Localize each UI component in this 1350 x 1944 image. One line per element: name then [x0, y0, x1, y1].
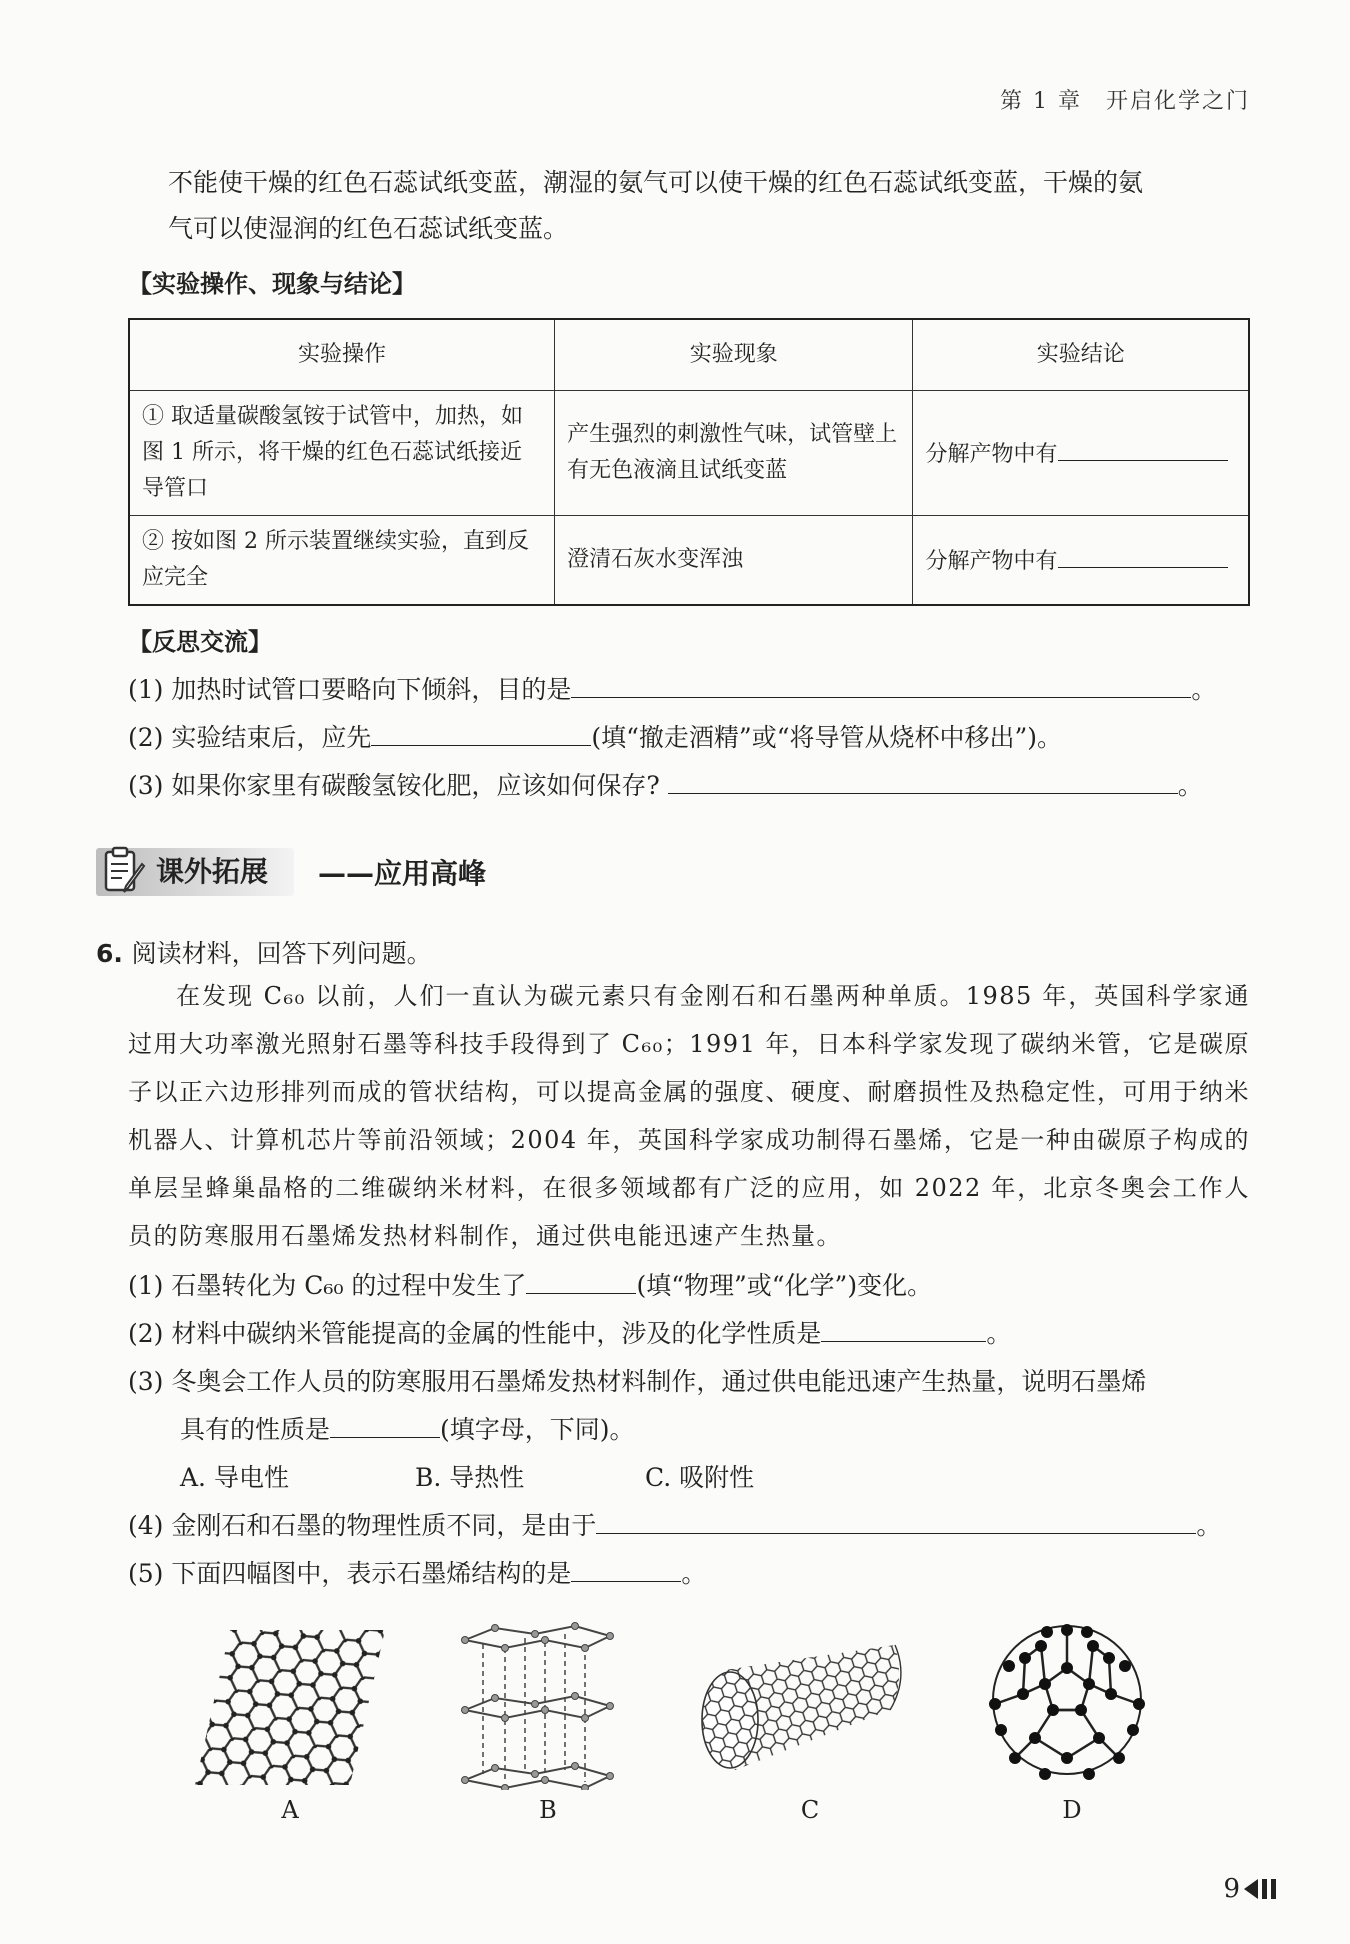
reflect-q2-text: (2) 实验结束后，应先 — [128, 723, 372, 752]
conclusion-text: 分解产物中有 — [925, 548, 1058, 574]
option-a[interactable]: A. 导电性 — [180, 1463, 289, 1492]
question-6 — [96, 934, 432, 970]
clipboard-pen-icon — [100, 844, 150, 898]
option-c[interactable]: C. 吸附性 — [645, 1463, 755, 1492]
intro-line-1: 不能使干燥的红色石蕊试纸变蓝，潮湿的氨气可以使干燥的红色石蕊试纸变蓝，干燥的氨 — [168, 168, 1144, 197]
table-header-row — [129, 319, 1249, 391]
figure-label-c: C — [800, 1796, 820, 1824]
period: 。 — [1177, 771, 1203, 800]
sub-question-3-cont — [180, 1410, 635, 1446]
option-b[interactable]: B. 导热性 — [415, 1463, 525, 1492]
sub2-text: (2) 材料中碳纳米管能提高的金属的性能中，涉及的化学性质是 — [128, 1319, 822, 1348]
banner-title: 课外拓展 — [156, 855, 269, 888]
sub4-text: (4) 金刚石和石墨的物理性质不同，是由于 — [128, 1511, 597, 1540]
carbon-nanotube-figure[interactable] — [695, 1630, 910, 1780]
answer-blank[interactable] — [371, 719, 591, 746]
table-cell-op: ① 取适量碳酸氢铵于试管中，加热，如图 1 所示，将干燥的红色石蕊试纸接近导管口 — [129, 391, 555, 516]
page-number-text: 9 — [1223, 1874, 1240, 1904]
experiment-table — [128, 318, 1250, 606]
sub1-hint: (填“物理”或“化学”)变化。 — [636, 1271, 933, 1300]
sub-question-3 — [128, 1362, 1146, 1398]
sub5-text: (5) 下面四幅图中，表示石墨烯结构的是 — [128, 1559, 572, 1588]
reflect-q2-hint: (填“撤走酒精”或“将导管从烧杯中移出”)。 — [591, 723, 1063, 752]
answer-blank[interactable] — [1058, 434, 1228, 461]
page-marker-icon — [1244, 1878, 1280, 1900]
table-header: 实验现象 — [555, 319, 913, 391]
table-cell-phenomenon: 产生强烈的刺激性气味，试管壁上有无色液滴且试纸变蓝 — [555, 391, 913, 516]
article-text: 在发现 C₆₀ 以前，人们一直认为碳元素只有金刚石和石墨两种单质。1985 年，英国科学家通过用大功率激光照射石墨等科技手段得到了 C₆₀；1991 年，日本科学家发现了碳纳米管，它是碳原子以正六边形排列而成的管状结构，可以提高金属的强度、硬度、耐磨损性及热稳定性，可用于纳米机器人、计算机芯片等前沿领域；2004 年，英国科学家成功制得石墨烯，它是一种由碳原子构成的单层呈蜂巢晶格的二维碳纳米材料，在很多领域都有广泛的应用，如 2022 年，北京冬奥会工作人员的防寒服用石墨烯发热材料制作，通过供电能迅速产生热量。 — [128, 982, 1250, 1250]
question-stem: 阅读材料，回答下列问题。 — [131, 939, 432, 968]
intro-line-2: 气可以使湿润的红色石蕊试纸变蓝。 — [168, 214, 569, 243]
table-cell-conclusion — [913, 516, 1249, 606]
section-banner — [96, 848, 486, 896]
table-row — [129, 516, 1249, 606]
table-header: 实验结论 — [913, 319, 1249, 391]
reading-article — [128, 972, 1250, 1260]
table-header: 实验操作 — [129, 319, 555, 391]
banner-subtitle: ——应用高峰 — [318, 857, 487, 890]
sub-question-5 — [128, 1554, 706, 1590]
graphene-sheet-figure[interactable] — [190, 1620, 390, 1790]
sub-question-1 — [128, 1266, 932, 1302]
reflect-q3-text: (3) 如果你家里有碳酸氢铵化肥，应该如何保存? — [128, 771, 660, 800]
banner-box — [96, 848, 294, 896]
answer-blank[interactable] — [1058, 541, 1228, 568]
sub3-hint: (填字母，下同)。 — [440, 1415, 635, 1444]
answer-blank[interactable] — [596, 1507, 1196, 1534]
graphite-layers-figure[interactable] — [455, 1620, 620, 1790]
figure-label-a: A — [281, 1796, 299, 1824]
section-reflection: 【反思交流】 — [128, 628, 272, 656]
page-number — [1223, 1874, 1280, 1904]
sub-question-2 — [128, 1314, 1011, 1350]
sub3-text-2: 具有的性质是 — [180, 1415, 331, 1444]
period: 。 — [986, 1319, 1012, 1348]
section-experiment: 【实验操作、现象与结论】 — [128, 270, 416, 298]
table-cell-op: ② 按如图 2 所示装置继续实验，直到反应完全 — [129, 516, 555, 606]
conclusion-text: 分解产物中有 — [925, 441, 1058, 467]
period: 。 — [681, 1559, 707, 1588]
sub-question-4 — [128, 1506, 1221, 1542]
table-row — [129, 391, 1249, 516]
answer-blank[interactable] — [571, 671, 1191, 698]
reflect-q1-text: (1) 加热时试管口要略向下倾斜，目的是 — [128, 675, 572, 704]
reflect-q1 — [128, 670, 1216, 706]
answer-blank[interactable] — [571, 1555, 681, 1582]
c60-fullerene-figure[interactable] — [985, 1618, 1150, 1783]
answer-blank[interactable] — [821, 1315, 986, 1342]
sub1-text: (1) 石墨转化为 C₆₀ 的过程中发生了 — [128, 1271, 527, 1300]
answer-blank[interactable] — [668, 767, 1178, 794]
period: 。 — [1191, 675, 1217, 704]
table-cell-conclusion — [913, 391, 1249, 516]
reflect-q2 — [128, 718, 1062, 754]
answer-blank[interactable] — [526, 1267, 636, 1294]
reflect-q3 — [128, 766, 1203, 802]
options-row — [180, 1458, 754, 1494]
sub3-text: (3) 冬奥会工作人员的防寒服用石墨烯发热材料制作，通过供电能迅速产生热量，说明石墨烯 — [128, 1367, 1147, 1396]
question-number: 6. — [96, 939, 123, 968]
chapter-header: 第 1 章 开启化学之门 — [1000, 89, 1250, 114]
answer-blank[interactable] — [330, 1411, 440, 1438]
period: 。 — [1196, 1511, 1222, 1540]
figure-label-d: D — [1062, 1796, 1082, 1824]
figure-label-b: B — [539, 1796, 557, 1824]
table-cell-phenomenon: 澄清石灰水变浑浊 — [555, 516, 913, 606]
